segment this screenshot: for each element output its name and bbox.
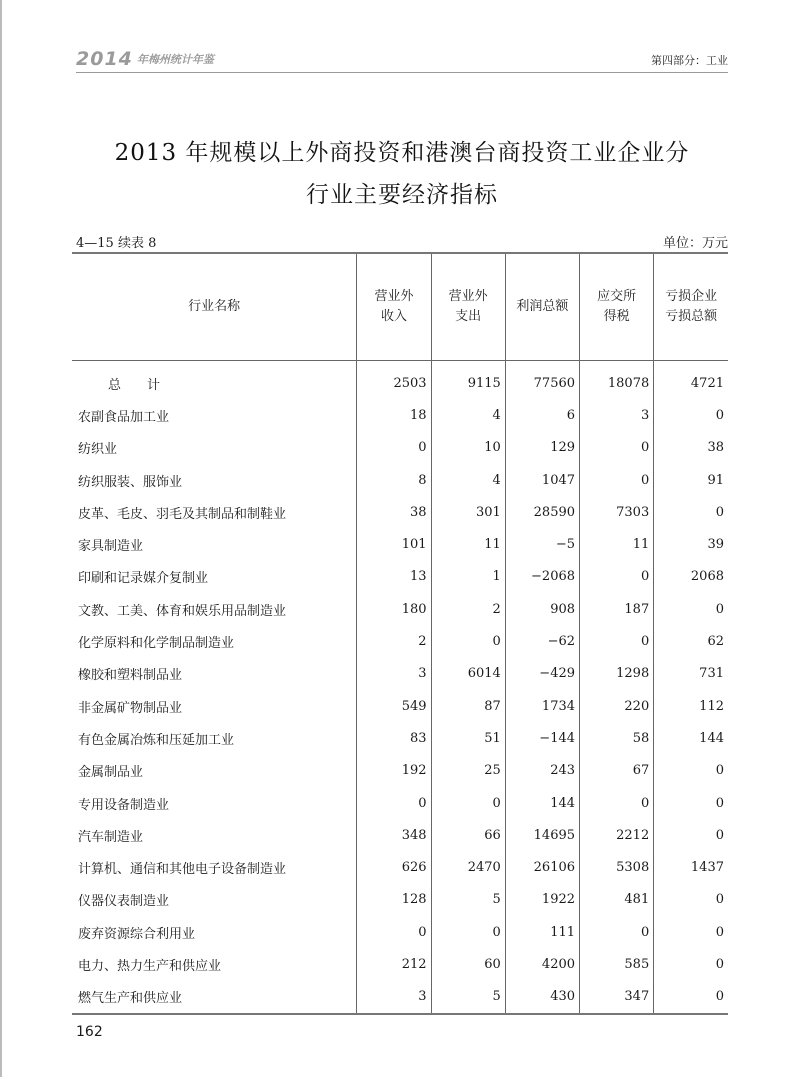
value-cell: 11 bbox=[431, 528, 505, 560]
yearbook-name: 年梅州统计年鉴 bbox=[136, 53, 214, 66]
table-row bbox=[72, 722, 728, 754]
value-cell: 0 bbox=[654, 787, 728, 819]
value-cell: 908 bbox=[505, 593, 579, 625]
value-cell: 0 bbox=[357, 787, 431, 819]
running-head bbox=[76, 48, 728, 73]
value-cell: 1922 bbox=[505, 884, 579, 916]
value-cell: 0 bbox=[654, 819, 728, 851]
value-cell: −429 bbox=[505, 658, 579, 690]
yearbook-logo bbox=[76, 48, 214, 70]
value-cell: 5 bbox=[431, 884, 505, 916]
table-body bbox=[72, 361, 728, 1014]
value-cell: 0 bbox=[431, 916, 505, 948]
industry-name-cell: 电力、热力生产和供应业 bbox=[78, 958, 222, 974]
value-cell: 18078 bbox=[580, 361, 654, 400]
table-row bbox=[72, 981, 728, 1014]
value-cell: 77560 bbox=[505, 361, 579, 400]
value-cell: 11 bbox=[580, 528, 654, 560]
value-cell: 5 bbox=[431, 981, 505, 1014]
value-cell: 67 bbox=[580, 755, 654, 787]
value-cell: 430 bbox=[505, 981, 579, 1014]
value-cell: 348 bbox=[357, 819, 431, 851]
value-cell: 101 bbox=[357, 528, 431, 560]
value-cell: −62 bbox=[505, 625, 579, 657]
value-cell: 0 bbox=[580, 625, 654, 657]
value-cell: 180 bbox=[357, 593, 431, 625]
value-cell: 2470 bbox=[431, 851, 505, 883]
value-cell: 0 bbox=[431, 787, 505, 819]
page-number: 162 bbox=[76, 1024, 103, 1040]
industry-name-cell: 计算机、通信和其他电子设备制造业 bbox=[78, 862, 287, 878]
value-cell: −5 bbox=[505, 528, 579, 560]
table-caption bbox=[76, 232, 728, 251]
header-non-operating-income: 营业外 收入 bbox=[357, 253, 431, 361]
industry-name-cell: 汽车制造业 bbox=[78, 829, 144, 845]
value-cell: 731 bbox=[654, 658, 728, 690]
industry-name-cell: 橡胶和塑料制品业 bbox=[78, 668, 183, 684]
value-cell: 0 bbox=[654, 916, 728, 948]
industry-name-cell: 燃气生产和供应业 bbox=[72, 981, 357, 1014]
value-cell: 4200 bbox=[505, 948, 579, 980]
title-line-2: 行业主要经济指标 bbox=[306, 182, 498, 208]
value-cell: 13 bbox=[357, 561, 431, 593]
value-cell: 128 bbox=[357, 884, 431, 916]
table-row bbox=[72, 528, 728, 560]
value-cell: 243 bbox=[505, 755, 579, 787]
value-cell: 0 bbox=[357, 916, 431, 948]
value-cell: 301 bbox=[431, 496, 505, 528]
industry-name-cell: 化学原料和化学制品制造业 bbox=[78, 636, 235, 652]
value-cell: 83 bbox=[357, 722, 431, 754]
value-cell: 549 bbox=[357, 690, 431, 722]
value-cell: −2068 bbox=[505, 561, 579, 593]
value-cell: 6 bbox=[505, 399, 579, 431]
table-row bbox=[72, 432, 728, 464]
table-row bbox=[72, 948, 728, 980]
value-cell: 8 bbox=[357, 464, 431, 496]
value-cell: 0 bbox=[654, 496, 728, 528]
value-cell: 39 bbox=[654, 528, 728, 560]
industry-name-cell: 皮革、毛皮、羽毛及其制品和制鞋业 bbox=[78, 506, 287, 522]
value-cell: 4721 bbox=[654, 361, 728, 400]
value-cell: 112 bbox=[654, 690, 728, 722]
value-cell: 144 bbox=[505, 787, 579, 819]
table-header-row bbox=[72, 253, 728, 361]
value-cell: 0 bbox=[580, 464, 654, 496]
value-cell: 626 bbox=[357, 851, 431, 883]
industry-name-cell: 非金属矿物制品业 bbox=[78, 700, 183, 716]
value-cell: 51 bbox=[431, 722, 505, 754]
value-cell: 0 bbox=[580, 787, 654, 819]
value-cell: 144 bbox=[654, 722, 728, 754]
table-row bbox=[72, 884, 728, 916]
value-cell: 10 bbox=[431, 432, 505, 464]
industry-name-cell: 文教、工美、体育和娱乐用品制造业 bbox=[78, 603, 287, 619]
table-id: 4—15 续表 8 bbox=[76, 236, 157, 251]
value-cell: 0 bbox=[654, 593, 728, 625]
table-row bbox=[72, 755, 728, 787]
table-row bbox=[72, 658, 728, 690]
value-cell: 1298 bbox=[580, 658, 654, 690]
industry-name-cell: 总 计 bbox=[108, 377, 161, 393]
value-cell: 0 bbox=[431, 625, 505, 657]
industry-name-cell: 废弃资源综合利用业 bbox=[78, 926, 196, 942]
value-cell: 1047 bbox=[505, 464, 579, 496]
table-row bbox=[72, 593, 728, 625]
header-non-operating-expense: 营业外 支出 bbox=[431, 253, 505, 361]
header-income-tax-payable: 应交所 得税 bbox=[580, 253, 654, 361]
value-cell: 3 bbox=[357, 658, 431, 690]
table-row-total bbox=[72, 361, 728, 400]
yearbook-year: 2014 bbox=[76, 48, 133, 70]
value-cell: 212 bbox=[357, 948, 431, 980]
value-cell: 0 bbox=[580, 916, 654, 948]
value-cell: 91 bbox=[654, 464, 728, 496]
table-row bbox=[72, 690, 728, 722]
value-cell: 2503 bbox=[357, 361, 431, 400]
header-total-profit: 利润总额 bbox=[505, 253, 579, 361]
value-cell: 7303 bbox=[580, 496, 654, 528]
industry-name-cell: 有色金属冶炼和压延加工业 bbox=[78, 732, 235, 748]
value-cell: 1734 bbox=[505, 690, 579, 722]
value-cell: 87 bbox=[431, 690, 505, 722]
value-cell: 28590 bbox=[505, 496, 579, 528]
table-row bbox=[72, 819, 728, 851]
value-cell: 2 bbox=[357, 625, 431, 657]
value-cell: 0 bbox=[580, 561, 654, 593]
value-cell: 0 bbox=[580, 432, 654, 464]
value-cell: 220 bbox=[580, 690, 654, 722]
value-cell: 2068 bbox=[654, 561, 728, 593]
industry-name-cell: 家具制造业 bbox=[78, 539, 144, 555]
value-cell: −144 bbox=[505, 722, 579, 754]
table-row bbox=[72, 496, 728, 528]
unit-label: 单位：万元 bbox=[662, 236, 728, 251]
page-edge bbox=[0, 0, 2, 1077]
table-row bbox=[72, 787, 728, 819]
value-cell: 0 bbox=[654, 755, 728, 787]
value-cell: 38 bbox=[357, 496, 431, 528]
industry-name-cell: 仪器仪表制造业 bbox=[78, 894, 170, 910]
value-cell: 347 bbox=[580, 981, 654, 1014]
value-cell: 111 bbox=[505, 916, 579, 948]
value-cell: 0 bbox=[357, 432, 431, 464]
value-cell: 2 bbox=[431, 593, 505, 625]
header-loss-amount: 亏损企业 亏损总额 bbox=[654, 253, 728, 361]
industry-name-cell: 纺织业 bbox=[78, 442, 118, 458]
value-cell: 0 bbox=[654, 884, 728, 916]
statistics-table bbox=[72, 252, 728, 1015]
value-cell: 481 bbox=[580, 884, 654, 916]
industry-name-cell: 印刷和记录媒介复制业 bbox=[78, 571, 209, 587]
value-cell: 129 bbox=[505, 432, 579, 464]
value-cell: 38 bbox=[654, 432, 728, 464]
value-cell: 2212 bbox=[580, 819, 654, 851]
table-row bbox=[72, 464, 728, 496]
table-row bbox=[72, 916, 728, 948]
value-cell: 9115 bbox=[431, 361, 505, 400]
industry-name-cell: 纺织服装、服饰业 bbox=[78, 474, 183, 490]
value-cell: 0 bbox=[654, 399, 728, 431]
value-cell: 585 bbox=[580, 948, 654, 980]
value-cell: 5308 bbox=[580, 851, 654, 883]
value-cell: 4 bbox=[431, 464, 505, 496]
industry-name-cell: 金属制品业 bbox=[78, 765, 144, 781]
industry-name-cell: 农副食品加工业 bbox=[78, 409, 170, 425]
value-cell: 14695 bbox=[505, 819, 579, 851]
header-industry-name: 行业名称 bbox=[72, 253, 357, 361]
value-cell: 3 bbox=[580, 399, 654, 431]
value-cell: 3 bbox=[357, 981, 431, 1014]
value-cell: 6014 bbox=[431, 658, 505, 690]
value-cell: 18 bbox=[357, 399, 431, 431]
value-cell: 0 bbox=[654, 948, 728, 980]
value-cell: 25 bbox=[431, 755, 505, 787]
value-cell: 58 bbox=[580, 722, 654, 754]
value-cell: 187 bbox=[580, 593, 654, 625]
table-row bbox=[72, 399, 728, 431]
value-cell: 66 bbox=[431, 819, 505, 851]
section-label: 第四部分：工业 bbox=[651, 54, 728, 67]
value-cell: 0 bbox=[654, 981, 728, 1014]
industry-name-cell: 专用设备制造业 bbox=[78, 797, 170, 813]
value-cell: 4 bbox=[431, 399, 505, 431]
table-row bbox=[72, 851, 728, 883]
value-cell: 60 bbox=[431, 948, 505, 980]
page-title bbox=[76, 132, 728, 216]
table-row bbox=[72, 561, 728, 593]
value-cell: 26106 bbox=[505, 851, 579, 883]
table-row bbox=[72, 625, 728, 657]
value-cell: 1 bbox=[431, 561, 505, 593]
value-cell: 1437 bbox=[654, 851, 728, 883]
value-cell: 62 bbox=[654, 625, 728, 657]
value-cell: 192 bbox=[357, 755, 431, 787]
title-line-1: 2013 年规模以上外商投资和港澳台商投资工业企业分 bbox=[114, 140, 690, 166]
